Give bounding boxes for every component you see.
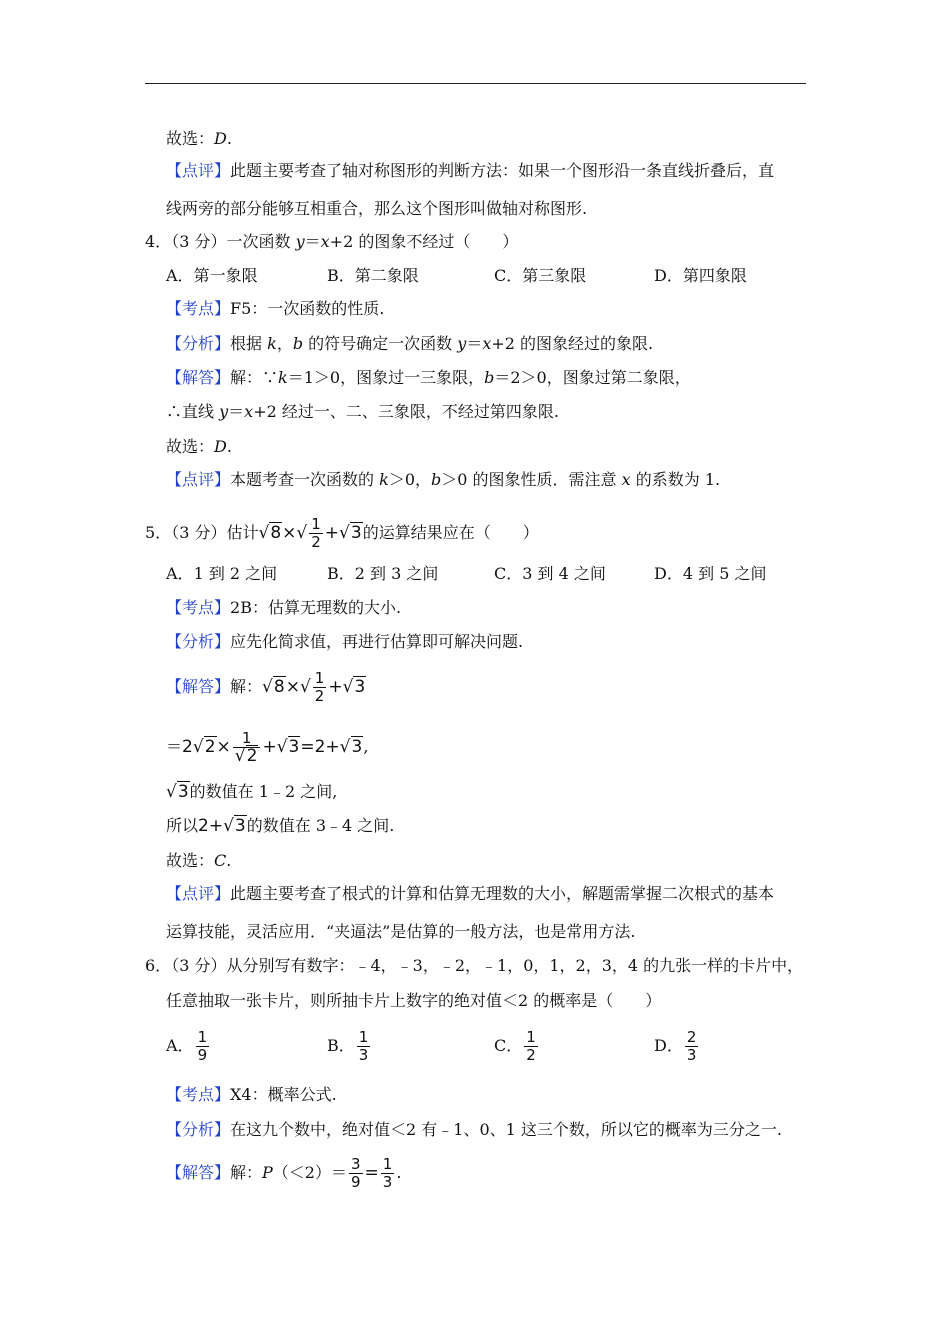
- q6-stem-line2: 任意抽取一张卡片，则所抽卡片上数字的绝对值＜2 的概率是（ ）: [166, 991, 662, 1010]
- q5-analysis: 【分析】应先化简求值，再进行估算即可解决问题.: [166, 632, 524, 651]
- q5-choice-line: 故选：C.: [166, 851, 232, 870]
- q4-review: 【点评】本题考查一次函数的 k＞0，b＞0 的图象性质．需注意 x 的系数为 1.: [166, 470, 721, 489]
- q5-options: [0, 563, 950, 585]
- q6-option-a[interactable]: A． $\frac{1}{9}$: [166, 1028, 208, 1064]
- q6-point: 【考点】X4：概率公式.: [166, 1085, 337, 1104]
- q6-analysis: 【分析】在这九个数中，绝对值＜2 有﹣1、0、1 这三个数，所以它的概率为三分之一.: [166, 1120, 782, 1139]
- q6-option-d[interactable]: D． $\frac{2}{3}$: [654, 1028, 697, 1064]
- q5-point: 【考点】2B：估算无理数的大小.: [166, 598, 402, 617]
- q4-option-c[interactable]: C．第三象限: [494, 266, 587, 285]
- q5-stem: 5．（3 分）估计√8×√ $\frac{1}{2}$ +√3的运算结果应在（ ）: [145, 513, 539, 553]
- sqrt-8: √8: [258, 523, 282, 543]
- q6-options: [0, 1026, 950, 1070]
- q6-stem-line1: 6．（3 分）从分别写有数字：﹣4，﹣3，﹣2，﹣1，0，1，2，3，4 的九张一样的卡片中，: [145, 956, 804, 975]
- q5-option-b[interactable]: B．2 到 3 之间: [327, 564, 439, 583]
- q4-choice-line: 故选：D.: [166, 437, 232, 456]
- sqrt-3: √3: [339, 523, 362, 543]
- q5-option-c[interactable]: C．3 到 4 之间: [494, 564, 606, 583]
- q5-review-line1: 【点评】此题主要考查了根式的计算和估算无理数的大小，解题需掌握二次根式的基本: [166, 884, 775, 903]
- q4-option-a[interactable]: A．第一象限: [166, 266, 258, 285]
- q5-option-a[interactable]: A．1 到 2 之间: [166, 564, 278, 583]
- q3-choice-line: 故选：D.: [166, 129, 232, 148]
- q5-solution-line2: ＝2√2× $\frac{1}{√2}$ +√3=2+√3,: [166, 729, 369, 766]
- q6-option-c[interactable]: C． $\frac{1}{2}$: [494, 1028, 536, 1064]
- q4-point: 【考点】F5：一次函数的性质.: [166, 299, 385, 318]
- q4-solution-line1: 【解答】解：∵k＝1＞0，图象过一三象限，b＝2＞0，图象过第二象限，: [166, 368, 691, 387]
- q4-solution-line2: ∴直线 y＝x+2 经过一、二、三象限，不经过第四象限.: [166, 402, 559, 421]
- q5-option-d[interactable]: D．4 到 5 之间: [654, 564, 767, 583]
- review-tag: 【点评】: [166, 161, 231, 180]
- q6-option-b[interactable]: B． $\frac{1}{3}$: [327, 1028, 369, 1064]
- q6-solution: 【解答】解：P（＜2）＝ $\frac{3}{9}$ = $\frac{1}{3}$ .: [166, 1155, 402, 1191]
- sqrt-half: √ $\frac{1}{2}$: [296, 514, 321, 551]
- q4-stem: 4．（3 分）一次函数 y＝x+2 的图象不经过（ ）: [145, 232, 519, 251]
- header-rule: [145, 83, 806, 84]
- fraction: $\frac{1}{2}$: [311, 514, 321, 551]
- q5-review-line2: 运算技能，灵活应用．“夹逼法”是估算的一般方法，也是常用方法.: [166, 922, 636, 941]
- q4-analysis: 【分析】根据 k，b 的符号确定一次函数 y＝x+2 的图象经过的象限.: [166, 334, 654, 353]
- q3-review-line2: 线两旁的部分能够互相重合，那么这个图形叫做轴对称图形.: [166, 199, 588, 218]
- q4-options: [0, 265, 950, 287]
- q3-review-line1: 【点评】此题主要考查了轴对称图形的判断方法：如果一个图形沿一条直线折叠后，直: [166, 161, 775, 180]
- q5-solution-line3: √3的数值在 1﹣2 之间,: [166, 782, 338, 802]
- q4-option-d[interactable]: D．第四象限: [654, 266, 747, 285]
- q4-option-b[interactable]: B．第二象限: [327, 266, 419, 285]
- q5-solution-line4: 所以2+√3的数值在 3﹣4 之间.: [166, 816, 395, 836]
- q5-solution-line1: 【解答】解：√8×√ $\frac{1}{2}$ +√3: [166, 668, 366, 705]
